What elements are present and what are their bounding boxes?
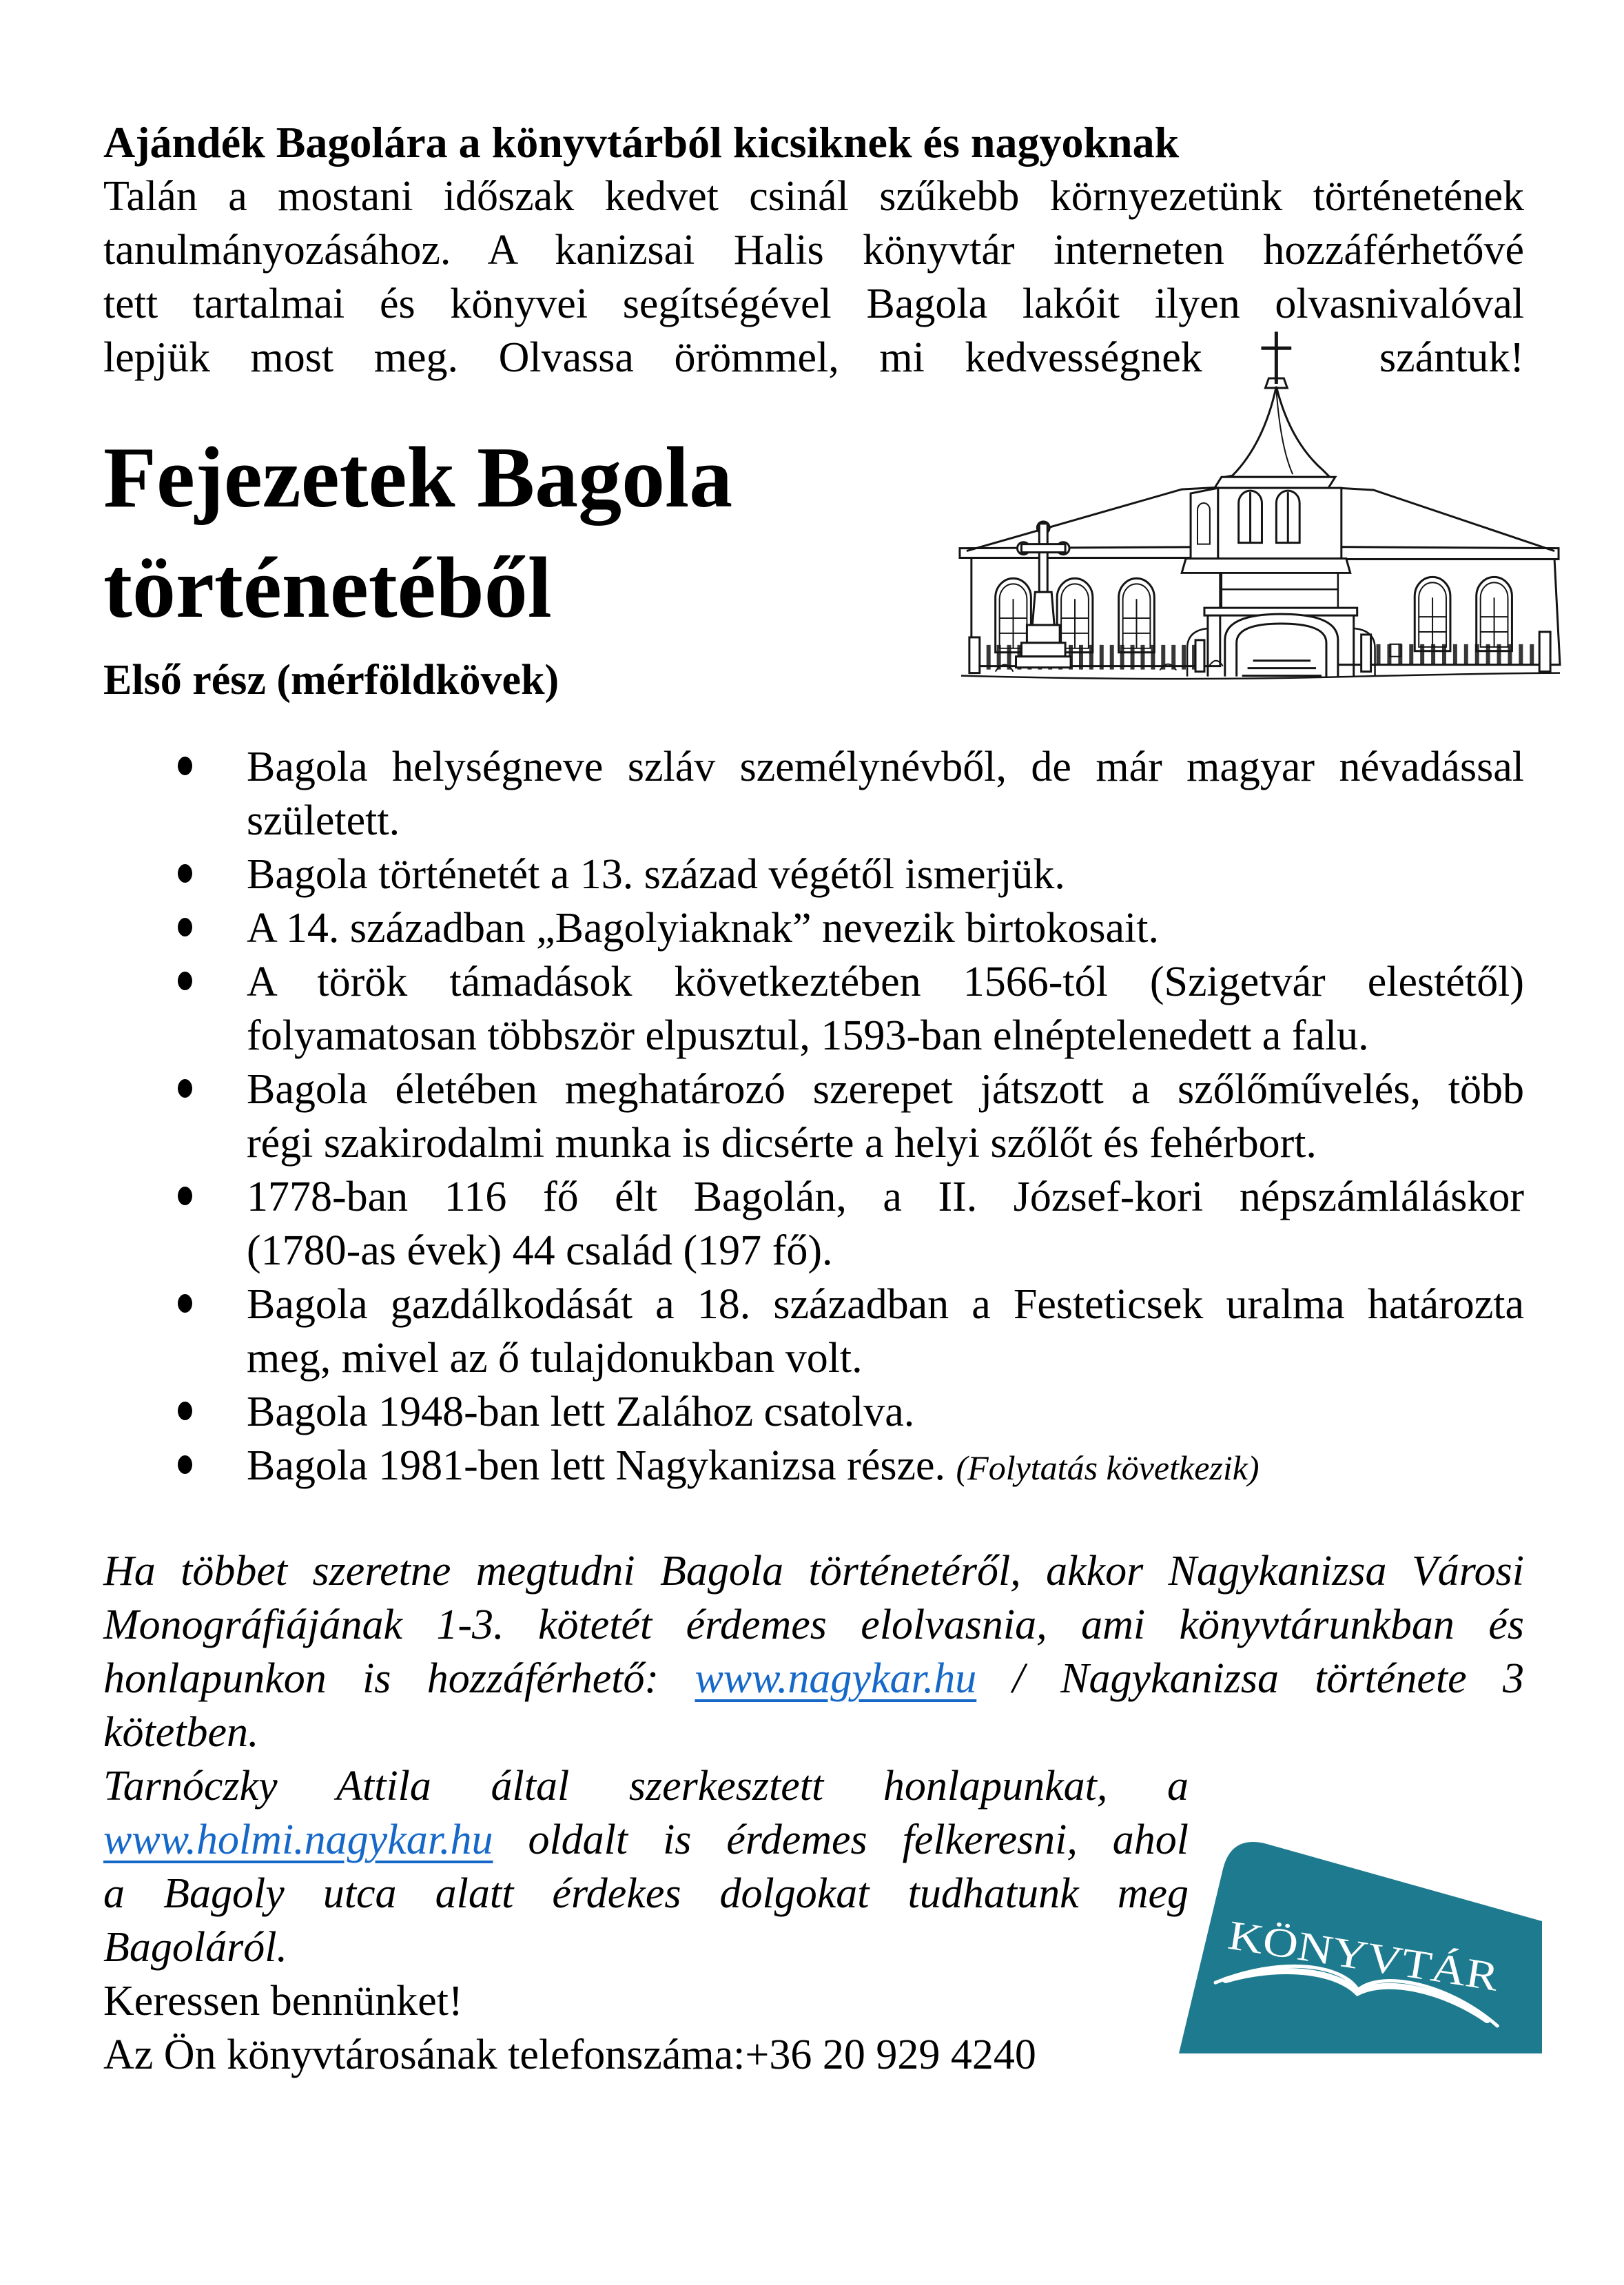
milestones-list [103, 740, 1524, 1495]
intro-paragraph [103, 170, 1524, 385]
section-subheading: Első rész (mérföldkövek) [103, 657, 559, 704]
bullet-icon [178, 1187, 192, 1205]
list-item-line: folyamatosan többször elpusztul, 1593-ban elnéptelenedett a falu. [247, 1012, 1369, 1059]
bullet-icon [178, 1402, 192, 1420]
bullet-icon [178, 1079, 192, 1098]
list-item-line: A török támadások következtében 1566-tól (Szigetvár elestétől) [247, 959, 1524, 1005]
intro-line-part: szántuk! [1379, 334, 1524, 381]
bullet-icon [178, 918, 192, 936]
list-item [103, 901, 1524, 955]
intro-line: Talán a mostani időszak kedvet csinál szűkebb környezetünk történetének [103, 173, 1524, 220]
nagykar-link[interactable]: www.nagykar.hu [695, 1655, 977, 1702]
list-item-line: Bagola történetét a 13. század végétől ismerjük. [247, 851, 1065, 898]
list-item-line: Bagola helységneve szláv személynévből, de már magyar névadással [247, 744, 1524, 790]
paragraph-line: Monográfiájának 1-3. kötetét érdemes elolvasnia, ami könyvtárunkban és [103, 1601, 1524, 1648]
bullet-icon [178, 972, 192, 990]
intro-line-part: lepjük most meg. Olvassa örömmel, mi kedvességnek [103, 334, 1202, 381]
list-item-text: Bagola 1981-ben lett Nagykanizsa része. [247, 1442, 956, 1489]
paragraph-text: oldalt is érdemes felkeresni, ahol [493, 1816, 1189, 1863]
list-item [103, 1278, 1524, 1385]
intro-line: tanulmányozásához. A kanizsai Halis könyvtár interneten hozzáférhetővé [103, 227, 1524, 274]
paragraph-line: Bagoláról. [103, 1924, 287, 1971]
contact-block [103, 1974, 1189, 2082]
continuation-note: (Folytatás következik) [956, 1448, 1260, 1487]
page-title [103, 423, 1524, 644]
phone-line: Az Ön könyvtárosának telefonszáma:+36 20 929 4240 [103, 2031, 1036, 2078]
paragraph-line: kötetben. [103, 1709, 259, 1756]
paragraph-line: a Bagoly utca alatt érdekes dolgokat tudhatunk meg [103, 1870, 1189, 1917]
intro-line [103, 331, 1524, 385]
list-item-line: Bagola 1948-ban lett Zalához csatolva. [247, 1389, 915, 1435]
list-item-line: Bagola életében meghatározó szerepet játszott a szőlőművelés, több [247, 1066, 1524, 1113]
paragraph-line: Ha többet szeretne megtudni Bagola történetéről, akkor Nagykanizsa Városi [103, 1548, 1524, 1595]
intro-line: tett tartalmai és könyvei segítségével Bagola lakóit ilyen olvasnivalóval [103, 280, 1524, 327]
list-item [103, 1063, 1524, 1170]
bullet-icon [178, 1455, 192, 1474]
list-item-line: meg, mivel az ő tulajdonukban volt. [247, 1335, 863, 1382]
library-logo [1175, 1800, 1550, 2056]
page-title-line1: Fejezetek Bagola [103, 430, 733, 526]
list-item [103, 1170, 1524, 1278]
holmi-paragraph [103, 1759, 1189, 2082]
paragraph-line: Tarnóczky Attila által szerkesztett honlapunkat, a [103, 1763, 1189, 1810]
list-item [103, 1385, 1524, 1439]
paragraph-line [103, 1813, 1189, 1867]
intro-heading: Ajándék Bagolára a könyvtárból kicsiknek és nagyoknak [103, 118, 1180, 167]
bullet-icon [178, 864, 192, 883]
list-item-line [247, 1439, 1524, 1495]
holmi-nagykar-link[interactable]: www.holmi.nagykar.hu [103, 1816, 493, 1863]
list-item [103, 848, 1524, 901]
logo-label: KÖNYVTÁR [1225, 1912, 1461, 1994]
list-item-line: régi szakirodalmi munka is dicsérte a helyi szőlőt és fehérbort. [247, 1120, 1317, 1167]
list-item [103, 1439, 1524, 1495]
monograph-paragraph [103, 1544, 1524, 1759]
list-item-line: (1780-as évek) 44 család (197 fő). [247, 1227, 833, 1274]
list-item [103, 955, 1524, 1063]
bullet-icon [178, 1294, 192, 1313]
paragraph-text: / Nagykanizsa története 3 [976, 1655, 1524, 1702]
bullet-icon [178, 757, 192, 775]
list-item [103, 740, 1524, 848]
contact-line: Keressen bennünket! [103, 1978, 463, 2025]
list-item-line: 1778-ban 116 fő élt Bagolán, a II. József-kori népszámláláskor [247, 1174, 1524, 1220]
paragraph-line [103, 1652, 1524, 1705]
list-item-line: született. [247, 797, 400, 844]
page-title-line2: történetéből [103, 540, 552, 636]
paragraph-text: honlapunkon is hozzáférhető: [103, 1655, 695, 1702]
list-item-line: Bagola gazdálkodását a 18. században a Festeticsek uralma határozta [247, 1281, 1524, 1328]
list-item-line: A 14. században „Bagolyiaknak” nevezik birtokosait. [247, 905, 1159, 952]
